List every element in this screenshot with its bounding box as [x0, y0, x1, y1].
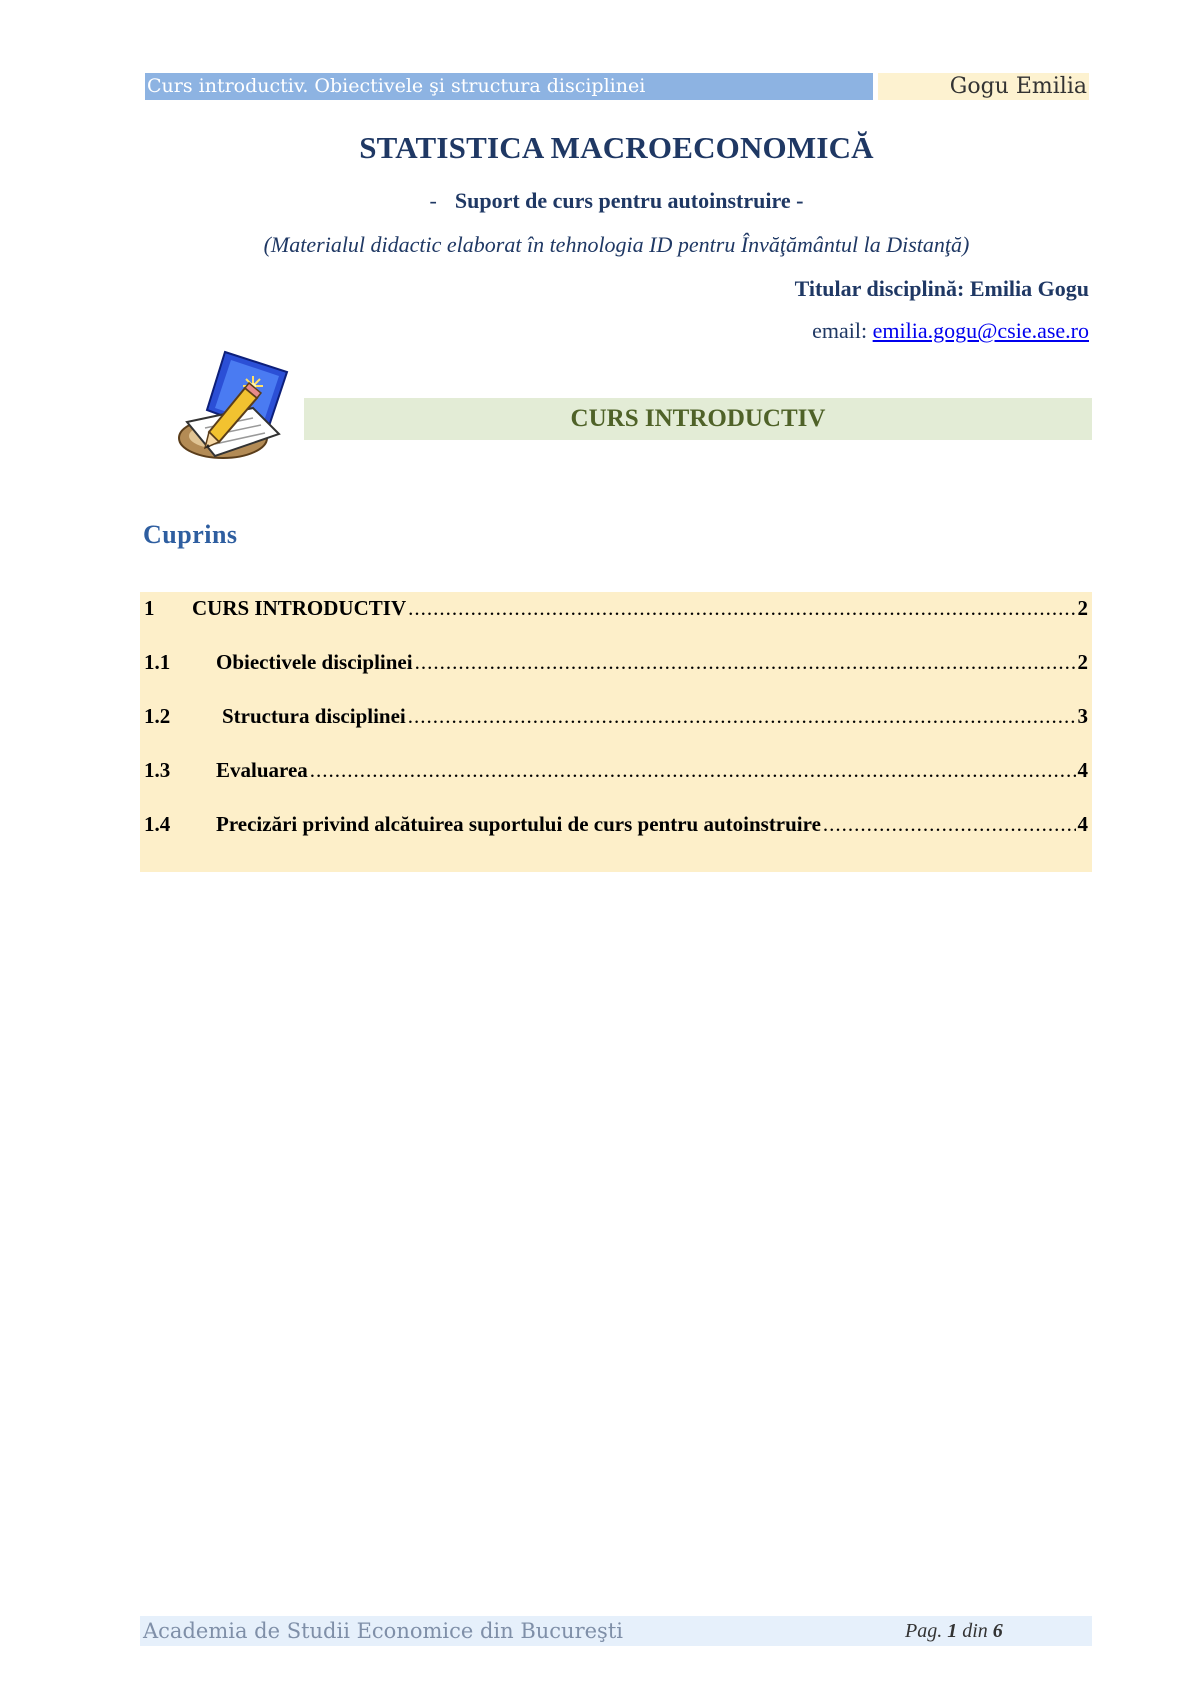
document-subtitle — [0, 188, 1200, 214]
toc-leader — [408, 596, 1075, 621]
toc-entry-1-2[interactable] — [144, 704, 1088, 729]
toc-entry-1-1[interactable] — [144, 650, 1088, 675]
running-header-title: Curs introductiv. Obiectivele şi structura disciplinei — [145, 73, 873, 100]
toc-label: Evaluarea — [216, 758, 308, 782]
running-header-author: Gogu Emilia — [878, 73, 1089, 100]
toc-page: 4 — [1077, 812, 1088, 836]
toc-entry-1-4[interactable] — [144, 812, 1088, 837]
toc-page: 3 — [1077, 704, 1088, 728]
toc-page: 4 — [1077, 758, 1088, 782]
section-band: CURS INTRODUCTIV — [304, 398, 1092, 440]
toc-page: 2 — [1077, 650, 1088, 674]
document-title: STATISTICA MACROECONOMICĂ — [359, 130, 874, 165]
page-total: 6 — [992, 1620, 1003, 1642]
toc-number: 1 — [144, 596, 155, 620]
toc-label: Precizări privind alcătuirea suportului de curs pentru autoinstruire — [216, 812, 821, 836]
email-label: email: — [812, 318, 873, 343]
course-holder: Titular disciplină: Emilia Gogu — [794, 276, 1089, 301]
toc-heading: Cuprins — [143, 520, 238, 549]
toc-entry-1[interactable] — [144, 596, 1088, 621]
toc-number: 1.4 — [144, 812, 171, 836]
toc-leader — [408, 704, 1076, 729]
document-note: (Materialul didactic elaborat în tehnologia ID pentru Învăţământul la Distanţă) — [263, 232, 970, 257]
toc-leader — [415, 650, 1076, 675]
table-of-contents — [140, 592, 1092, 872]
pencil-paper-icon — [175, 350, 295, 468]
toc-entry-1-3[interactable] — [144, 758, 1088, 783]
contact-email — [812, 318, 1089, 344]
page-counter — [905, 1616, 1003, 1646]
toc-page: 2 — [1077, 596, 1088, 620]
toc-number: 1.3 — [144, 758, 171, 782]
toc-label: CURS INTRODUCTIV — [192, 596, 407, 620]
page-middle: din — [957, 1620, 993, 1642]
subtitle-text: Suport de curs pentru autoinstruire - — [454, 188, 804, 213]
toc-number: 1.2 — [144, 704, 171, 728]
toc-label: Obiectivele disciplinei — [216, 650, 413, 674]
email-link[interactable]: emilia.gogu@csie.ase.ro — [872, 318, 1089, 343]
toc-leader — [310, 758, 1076, 783]
toc-leader — [823, 812, 1076, 837]
toc-label: Structura disciplinei — [222, 704, 406, 728]
page-current: 1 — [947, 1620, 958, 1642]
footer-institution: Academia de Studii Economice din Bucureşti — [143, 1619, 623, 1643]
page-prefix: Pag. — [905, 1620, 948, 1642]
subtitle-dash: - — [429, 188, 437, 213]
toc-number: 1.1 — [144, 650, 171, 674]
